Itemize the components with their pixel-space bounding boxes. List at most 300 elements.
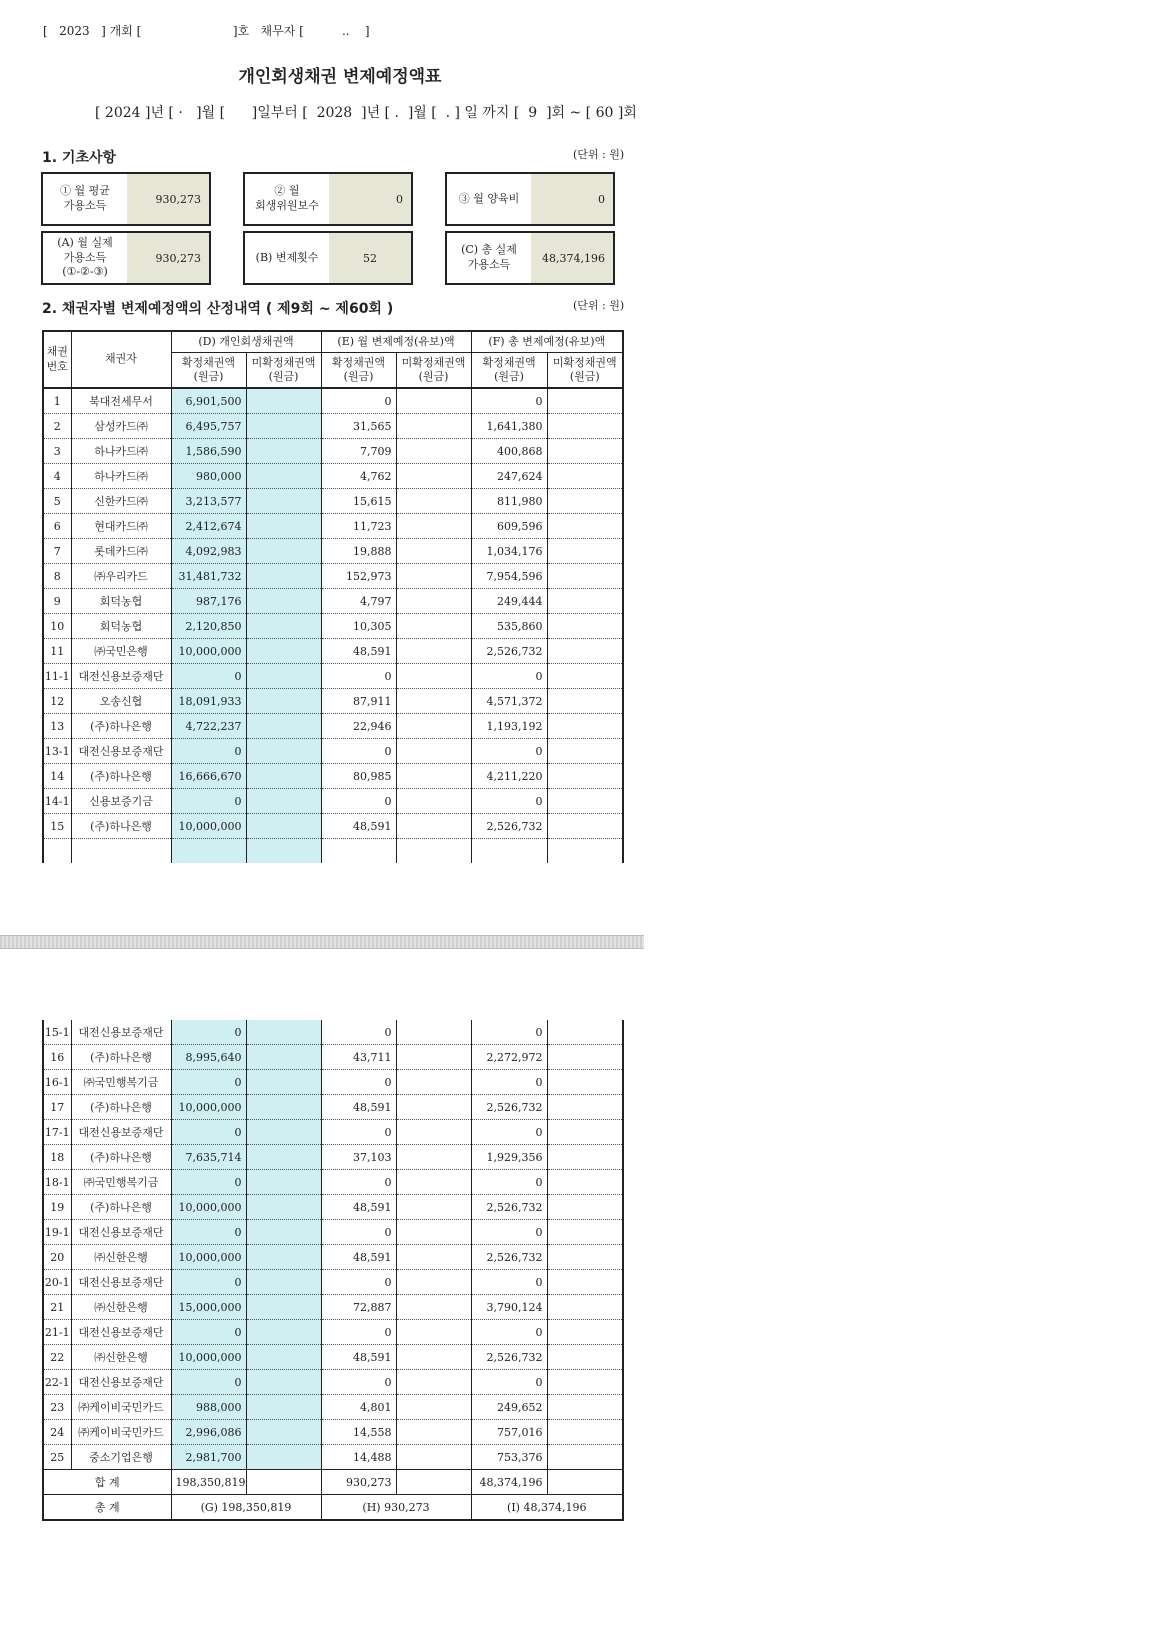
total-confirmed: 1,193,192 <box>471 714 547 739</box>
monthly-confirmed: 37,103 <box>321 1145 396 1170</box>
claim-unconfirmed <box>246 714 321 739</box>
monthly-unconfirmed <box>396 539 471 564</box>
claim-confirmed: 0 <box>171 739 246 764</box>
claim-unconfirmed <box>246 1095 321 1120</box>
total-confirmed: 609,596 <box>471 514 547 539</box>
monthly-confirmed: 0 <box>321 1220 396 1245</box>
total-g: (G) 198,350,819 <box>171 1495 321 1521</box>
creditor-no: 21 <box>43 1295 71 1320</box>
claim-confirmed: 0 <box>171 1120 246 1145</box>
claim-unconfirmed <box>246 689 321 714</box>
creditor-name: 대전신용보증재단 <box>71 1270 171 1295</box>
total-unconfirmed <box>547 589 623 614</box>
box-value: 0 <box>531 174 613 224</box>
total-unconfirmed <box>547 1295 623 1320</box>
claim-unconfirmed <box>246 614 321 639</box>
total-confirmed: 2,526,732 <box>471 1195 547 1220</box>
table-row <box>43 1095 623 1120</box>
total-unconfirmed <box>547 1345 623 1370</box>
claim-confirmed: 10,000,000 <box>171 1195 246 1220</box>
total-confirmed: 249,444 <box>471 589 547 614</box>
claim-unconfirmed <box>246 589 321 614</box>
total-unconfirmed <box>547 1245 623 1270</box>
total-unconfirmed <box>547 1070 623 1095</box>
table-row <box>43 1220 623 1245</box>
claim-confirmed: 1,586,590 <box>171 439 246 464</box>
creditor-no: 14-1 <box>43 789 71 814</box>
claim-confirmed: 988,000 <box>171 1395 246 1420</box>
total-confirmed: 0 <box>471 664 547 689</box>
claim-confirmed: 8,995,640 <box>171 1045 246 1070</box>
box-label: (A) 월 실제 가용소득 (①-②-③) <box>57 235 113 279</box>
table-row <box>43 1070 623 1095</box>
claim-unconfirmed <box>246 764 321 789</box>
claim-confirmed: 10,000,000 <box>171 1245 246 1270</box>
creditor-name: ㈜국민은행 <box>71 639 171 664</box>
total-unconfirmed <box>547 1170 623 1195</box>
creditor-no: 17 <box>43 1095 71 1120</box>
claim-unconfirmed <box>246 564 321 589</box>
table-row <box>43 1270 623 1295</box>
claim-confirmed: 0 <box>171 664 246 689</box>
total-unconfirmed <box>547 764 623 789</box>
total-unconfirmed <box>547 1445 623 1470</box>
box-child-support <box>445 172 615 226</box>
repayment-period: [ 2024 ]년 [ · ]월 [ ]일부터 [ 2028 ]년 [ . ]월 [ . ] 일 까지 [ 9 ]회 ~ [ 60 ]회 <box>95 105 637 121</box>
creditor-name: (주)하나은행 <box>71 1045 171 1070</box>
total-confirmed: 2,526,732 <box>471 814 547 839</box>
creditor-name: ㈜신한은행 <box>71 1295 171 1320</box>
creditor-table-part1 <box>42 330 624 863</box>
monthly-confirmed: 0 <box>321 1270 396 1295</box>
header-d-claim: (D) 개인회생채권액 <box>171 331 321 353</box>
table-row <box>43 1245 623 1270</box>
claim-confirmed: 16,666,670 <box>171 764 246 789</box>
total-unconfirmed <box>547 714 623 739</box>
table-row <box>43 464 623 489</box>
box-label: ③ 월 양육비 <box>458 191 520 205</box>
total-unconfirmed <box>547 1395 623 1420</box>
creditor-no: 18 <box>43 1145 71 1170</box>
claim-confirmed: 2,981,700 <box>171 1445 246 1470</box>
table-row <box>43 388 623 414</box>
monthly-confirmed: 15,615 <box>321 489 396 514</box>
monthly-unconfirmed <box>396 1245 471 1270</box>
creditor-name: 신한카드㈜ <box>71 489 171 514</box>
monthly-confirmed: 19,888 <box>321 539 396 564</box>
creditor-name: 대전신용보증재단 <box>71 739 171 764</box>
table-row <box>43 1395 623 1420</box>
monthly-confirmed: 0 <box>321 1120 396 1145</box>
total-confirmed: 0 <box>471 1270 547 1295</box>
case-header: [ 2023 ] 개회 [ ]호 채무자 [ .. ] <box>43 24 370 38</box>
monthly-confirmed: 48,591 <box>321 639 396 664</box>
total-unconfirmed <box>547 614 623 639</box>
total-unconfirmed <box>547 1195 623 1220</box>
box-label: ② 월 회생위원보수 <box>255 184 319 212</box>
total-confirmed: 0 <box>471 1020 547 1045</box>
total-confirmed: 1,929,356 <box>471 1145 547 1170</box>
claim-confirmed: 0 <box>171 1220 246 1245</box>
monthly-unconfirmed <box>396 789 471 814</box>
monthly-confirmed: 0 <box>321 388 396 414</box>
page-title: 개인회생채권 변제예정액표 <box>238 67 442 87</box>
creditor-no: 13-1 <box>43 739 71 764</box>
creditor-name: ㈜케이비국민카드 <box>71 1420 171 1445</box>
claim-unconfirmed <box>246 1295 321 1320</box>
box-repayment-count <box>243 231 413 285</box>
creditor-no: 2 <box>43 414 71 439</box>
table-row <box>43 689 623 714</box>
claim-unconfirmed <box>246 1045 321 1070</box>
table-row <box>43 614 623 639</box>
table-row <box>43 489 623 514</box>
monthly-unconfirmed <box>396 1270 471 1295</box>
total-unconfirmed <box>547 1020 623 1045</box>
claim-confirmed: 0 <box>171 1070 246 1095</box>
box-value: 930,273 <box>127 174 209 224</box>
header-confirmed: 확정채권액 (원금) <box>171 353 246 389</box>
total-unconfirmed <box>547 564 623 589</box>
creditor-name: 북대전세무서 <box>71 388 171 414</box>
header-creditor-no: 채권 번호 <box>43 331 71 388</box>
claim-confirmed: 10,000,000 <box>171 814 246 839</box>
total-unconfirmed <box>547 639 623 664</box>
claim-unconfirmed <box>246 439 321 464</box>
total-unconfirmed <box>547 1220 623 1245</box>
creditor-name: ㈜케이비국민카드 <box>71 1395 171 1420</box>
total-confirmed: 757,016 <box>471 1420 547 1445</box>
total-confirmed: 2,526,732 <box>471 1095 547 1120</box>
creditor-no: 4 <box>43 464 71 489</box>
table-row <box>43 1120 623 1145</box>
monthly-unconfirmed <box>396 814 471 839</box>
monthly-confirmed: 0 <box>321 789 396 814</box>
monthly-confirmed: 48,591 <box>321 814 396 839</box>
monthly-unconfirmed <box>396 614 471 639</box>
total-confirmed: 0 <box>471 1320 547 1345</box>
creditor-name: 하나카드㈜ <box>71 439 171 464</box>
claim-unconfirmed <box>246 1120 321 1145</box>
creditor-name: 대전신용보증재단 <box>71 664 171 689</box>
creditor-name: (주)하나은행 <box>71 764 171 789</box>
monthly-confirmed: 80,985 <box>321 764 396 789</box>
total-confirmed: 0 <box>471 1170 547 1195</box>
total-unconfirmed <box>547 1270 623 1295</box>
page-divider <box>0 935 644 949</box>
total-unconfirmed <box>547 789 623 814</box>
claim-unconfirmed <box>246 414 321 439</box>
monthly-unconfirmed <box>396 514 471 539</box>
creditor-name: 대전신용보증재단 <box>71 1370 171 1395</box>
claim-confirmed: 10,000,000 <box>171 639 246 664</box>
monthly-confirmed: 10,305 <box>321 614 396 639</box>
table-row <box>43 1145 623 1170</box>
box-actual-income <box>41 231 211 285</box>
creditor-name: 대전신용보증재단 <box>71 1120 171 1145</box>
creditor-name: (주)하나은행 <box>71 1145 171 1170</box>
table-row <box>43 1170 623 1195</box>
monthly-confirmed: 87,911 <box>321 689 396 714</box>
claim-confirmed: 0 <box>171 1170 246 1195</box>
monthly-confirmed: 4,801 <box>321 1395 396 1420</box>
total-confirmed: 0 <box>471 1070 547 1095</box>
creditor-name: (주)하나은행 <box>71 714 171 739</box>
monthly-unconfirmed <box>396 1170 471 1195</box>
monthly-unconfirmed <box>396 464 471 489</box>
creditor-no: 10 <box>43 614 71 639</box>
total-confirmed: 0 <box>471 388 547 414</box>
creditor-name: ㈜신한은행 <box>71 1345 171 1370</box>
monthly-unconfirmed <box>396 489 471 514</box>
monthly-unconfirmed <box>396 439 471 464</box>
table-row <box>43 514 623 539</box>
monthly-unconfirmed <box>396 1445 471 1470</box>
creditor-name: 삼성카드㈜ <box>71 414 171 439</box>
monthly-unconfirmed <box>396 764 471 789</box>
creditor-name: (주)하나은행 <box>71 1195 171 1220</box>
box-monthly-avg-income <box>41 172 211 226</box>
total-confirmed: 3,790,124 <box>471 1295 547 1320</box>
claim-unconfirmed <box>246 1370 321 1395</box>
table-row <box>43 1345 623 1370</box>
claim-unconfirmed <box>246 388 321 414</box>
total-label: 총 계 <box>43 1495 171 1521</box>
monthly-unconfirmed <box>396 1120 471 1145</box>
table-row <box>43 1420 623 1445</box>
claim-unconfirmed <box>246 489 321 514</box>
monthly-unconfirmed <box>396 689 471 714</box>
total-confirmed: 535,860 <box>471 614 547 639</box>
box-label: (C) 총 실제 가용소득 <box>461 243 517 271</box>
total-unconfirmed <box>547 664 623 689</box>
creditor-name: 중소기업은행 <box>71 1445 171 1470</box>
table-row <box>43 1295 623 1320</box>
table-row <box>43 564 623 589</box>
claim-unconfirmed <box>246 1395 321 1420</box>
claim-confirmed: 10,000,000 <box>171 1095 246 1120</box>
sum-d-confirmed: 198,350,819 <box>171 1470 246 1495</box>
creditor-name: ㈜국민행복기금 <box>71 1170 171 1195</box>
table-row <box>43 639 623 664</box>
monthly-confirmed: 0 <box>321 1070 396 1095</box>
creditor-no: 12 <box>43 689 71 714</box>
creditor-no: 20-1 <box>43 1270 71 1295</box>
monthly-confirmed: 14,488 <box>321 1445 396 1470</box>
creditor-no: 21-1 <box>43 1320 71 1345</box>
table-row <box>43 414 623 439</box>
claim-confirmed: 10,000,000 <box>171 1345 246 1370</box>
creditor-no: 22-1 <box>43 1370 71 1395</box>
total-unconfirmed <box>547 1145 623 1170</box>
creditor-no: 24 <box>43 1420 71 1445</box>
total-unconfirmed <box>547 539 623 564</box>
creditor-name: 신용보증기금 <box>71 789 171 814</box>
creditor-no: 19 <box>43 1195 71 1220</box>
monthly-confirmed: 48,591 <box>321 1095 396 1120</box>
total-confirmed: 7,954,596 <box>471 564 547 589</box>
claim-confirmed: 3,213,577 <box>171 489 246 514</box>
table-row <box>43 764 623 789</box>
claim-unconfirmed <box>246 539 321 564</box>
box-label: (B) 변제횟수 <box>255 250 319 264</box>
monthly-unconfirmed <box>396 739 471 764</box>
claim-unconfirmed <box>246 1195 321 1220</box>
claim-confirmed: 980,000 <box>171 464 246 489</box>
table-row <box>43 814 623 839</box>
table-row <box>43 1020 623 1045</box>
claim-confirmed: 4,722,237 <box>171 714 246 739</box>
claim-confirmed: 18,091,933 <box>171 689 246 714</box>
total-unconfirmed <box>547 1370 623 1395</box>
monthly-confirmed: 48,591 <box>321 1195 396 1220</box>
monthly-confirmed: 0 <box>321 664 396 689</box>
creditor-table-part2 <box>42 1020 624 1521</box>
total-unconfirmed <box>547 514 623 539</box>
header-unconfirmed: 미확정채권액 (원금) <box>547 353 623 389</box>
creditor-no: 11 <box>43 639 71 664</box>
total-unconfirmed <box>547 1120 623 1145</box>
creditor-no: 3 <box>43 439 71 464</box>
total-confirmed: 247,624 <box>471 464 547 489</box>
creditor-name: 대전신용보증재단 <box>71 1220 171 1245</box>
total-confirmed: 0 <box>471 789 547 814</box>
monthly-unconfirmed <box>396 1095 471 1120</box>
creditor-no: 23 <box>43 1395 71 1420</box>
monthly-unconfirmed <box>396 1320 471 1345</box>
table-row <box>43 714 623 739</box>
creditor-no: 16-1 <box>43 1070 71 1095</box>
monthly-unconfirmed <box>396 1370 471 1395</box>
sum-e-confirmed: 930,273 <box>321 1470 396 1495</box>
total-unconfirmed <box>547 814 623 839</box>
sum-f-confirmed: 48,374,196 <box>471 1470 547 1495</box>
total-confirmed: 4,211,220 <box>471 764 547 789</box>
total-unconfirmed <box>547 489 623 514</box>
total-confirmed: 1,641,380 <box>471 414 547 439</box>
monthly-confirmed: 31,565 <box>321 414 396 439</box>
creditor-name: 회덕농협 <box>71 614 171 639</box>
total-confirmed: 2,526,732 <box>471 1245 547 1270</box>
creditor-no: 15-1 <box>43 1020 71 1045</box>
monthly-confirmed: 22,946 <box>321 714 396 739</box>
monthly-unconfirmed <box>396 1145 471 1170</box>
claim-unconfirmed <box>246 739 321 764</box>
creditor-name: ㈜우리카드 <box>71 564 171 589</box>
total-unconfirmed <box>547 439 623 464</box>
claim-unconfirmed <box>246 1020 321 1045</box>
table-row <box>43 1195 623 1220</box>
table-row <box>43 1445 623 1470</box>
creditor-name: 하나카드㈜ <box>71 464 171 489</box>
claim-unconfirmed <box>246 1245 321 1270</box>
claim-unconfirmed <box>246 464 321 489</box>
creditor-no: 18-1 <box>43 1170 71 1195</box>
claim-unconfirmed <box>246 639 321 664</box>
claim-confirmed: 0 <box>171 1320 246 1345</box>
total-unconfirmed <box>547 1420 623 1445</box>
table-row <box>43 589 623 614</box>
monthly-confirmed: 0 <box>321 1320 396 1345</box>
creditor-name: 오송신협 <box>71 689 171 714</box>
creditor-no: 8 <box>43 564 71 589</box>
claim-confirmed: 0 <box>171 1270 246 1295</box>
header-unconfirmed: 미확정채권액 (원금) <box>396 353 471 389</box>
header-confirmed: 확정채권액 (원금) <box>321 353 396 389</box>
table-row <box>43 1370 623 1395</box>
claim-unconfirmed <box>246 1345 321 1370</box>
creditor-name: (주)하나은행 <box>71 814 171 839</box>
claim-confirmed: 2,412,674 <box>171 514 246 539</box>
monthly-unconfirmed <box>396 1345 471 1370</box>
monthly-confirmed: 48,591 <box>321 1245 396 1270</box>
creditor-name: 대전신용보증재단 <box>71 1320 171 1345</box>
monthly-confirmed: 4,762 <box>321 464 396 489</box>
claim-confirmed: 987,176 <box>171 589 246 614</box>
monthly-confirmed: 43,711 <box>321 1045 396 1070</box>
monthly-confirmed: 11,723 <box>321 514 396 539</box>
creditor-name: 회덕농협 <box>71 589 171 614</box>
header-f-total: (F) 총 변제예정(유보)액 <box>471 331 623 353</box>
table-row <box>43 1045 623 1070</box>
monthly-unconfirmed <box>396 664 471 689</box>
creditor-no: 19-1 <box>43 1220 71 1245</box>
claim-confirmed: 0 <box>171 1370 246 1395</box>
table-row <box>43 739 623 764</box>
header-e-monthly: (E) 월 변제예정(유보)액 <box>321 331 471 353</box>
claim-confirmed: 0 <box>171 1020 246 1045</box>
total-confirmed: 0 <box>471 1120 547 1145</box>
claim-confirmed: 7,635,714 <box>171 1145 246 1170</box>
total-unconfirmed <box>547 1045 623 1070</box>
monthly-confirmed: 48,591 <box>321 1345 396 1370</box>
claim-confirmed: 2,996,086 <box>171 1420 246 1445</box>
creditor-no: 6 <box>43 514 71 539</box>
creditor-name: (주)하나은행 <box>71 1095 171 1120</box>
claim-unconfirmed <box>246 814 321 839</box>
box-value: 48,374,196 <box>531 233 613 283</box>
box-value: 0 <box>329 174 411 224</box>
monthly-unconfirmed <box>396 714 471 739</box>
total-unconfirmed <box>547 414 623 439</box>
total-confirmed: 2,272,972 <box>471 1045 547 1070</box>
claim-unconfirmed <box>246 514 321 539</box>
table-row <box>43 789 623 814</box>
header-creditor-name: 채권자 <box>71 331 171 388</box>
monthly-confirmed: 152,973 <box>321 564 396 589</box>
total-confirmed: 1,034,176 <box>471 539 547 564</box>
monthly-confirmed: 7,709 <box>321 439 396 464</box>
claim-unconfirmed <box>246 1170 321 1195</box>
monthly-unconfirmed <box>396 1045 471 1070</box>
claim-unconfirmed <box>246 1420 321 1445</box>
creditor-no: 7 <box>43 539 71 564</box>
total-confirmed: 811,980 <box>471 489 547 514</box>
box-label: ① 월 평균 가용소득 <box>60 184 110 212</box>
unit-label: (단위 : 원) <box>573 299 625 312</box>
total-confirmed: 0 <box>471 1220 547 1245</box>
creditor-no: 17-1 <box>43 1120 71 1145</box>
total-unconfirmed <box>547 739 623 764</box>
monthly-unconfirmed <box>396 589 471 614</box>
claim-unconfirmed <box>246 1270 321 1295</box>
total-unconfirmed <box>547 1095 623 1120</box>
total-confirmed: 4,571,372 <box>471 689 547 714</box>
monthly-unconfirmed <box>396 1020 471 1045</box>
creditor-no: 16 <box>43 1045 71 1070</box>
box-total-income <box>445 231 615 285</box>
monthly-unconfirmed <box>396 564 471 589</box>
